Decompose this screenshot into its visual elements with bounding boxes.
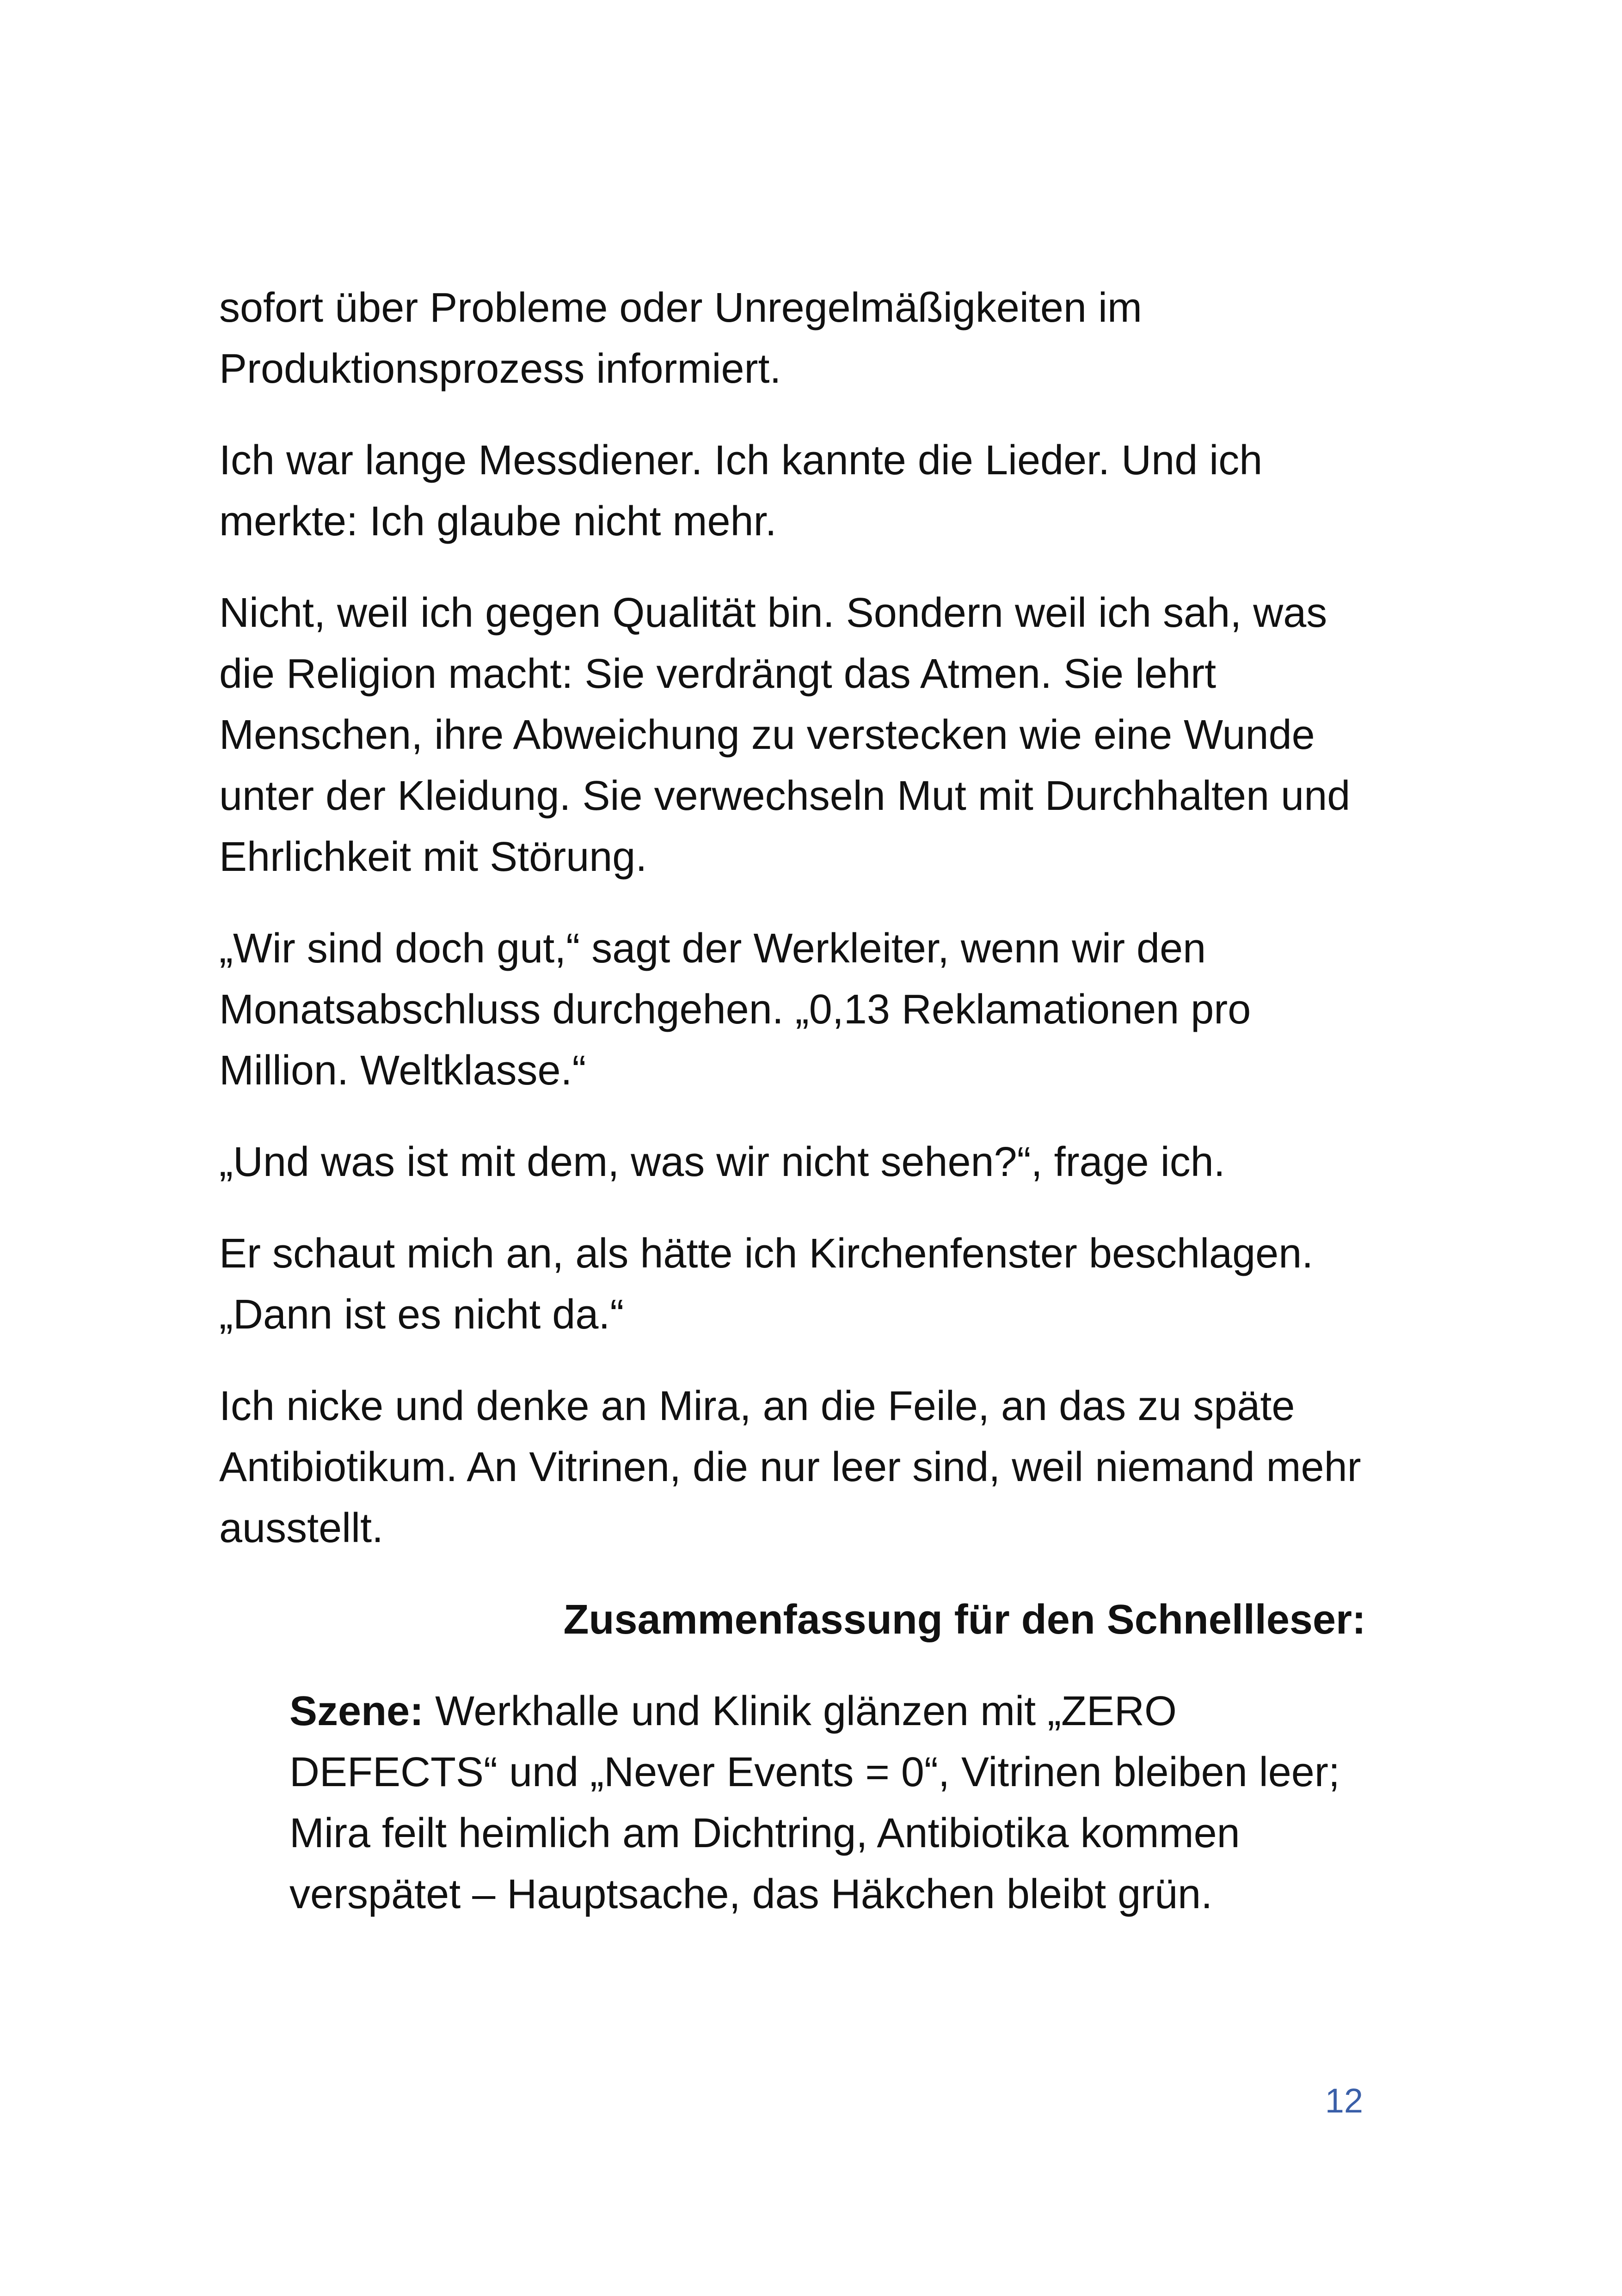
paragraph: „Und was ist mit dem, was wir nicht sehen?“, frage ich.: [219, 1139, 1225, 1185]
paragraph: Ich nicke und denke an Mira, an die Feile, an das zu späte Antibiotikum. An Vitrinen, die nur leer sind, weil niemand mehr ausstellt.: [219, 1383, 1361, 1551]
paragraph: sofort über Probleme oder Unregelmäßigkeiten im Produktionsprozess informiert.: [219, 285, 1142, 392]
paragraph: Nicht, weil ich gegen Qualität bin. Sondern weil ich sah, was die Religion macht: Sie verdrängt das Atmen. Sie lehrt Menschen, ihre Abweichung zu verstecken wie eine Wunde unter der Kleidung. Sie verwechseln Mut mit Durchhalten und Ehrlichkeit mit Störung.: [219, 590, 1351, 880]
paragraph: Ich war lange Messdiener. Ich kannte die Lieder. Und ich merkte: Ich glaube nicht mehr.: [219, 437, 1263, 545]
summary-label: Szene:: [289, 1688, 424, 1734]
page-number: 12: [1325, 2082, 1363, 2120]
page-body: [219, 277, 1366, 1925]
paragraph: Er schaut mich an, als hätte ich Kirchenfenster beschlagen. „Dann ist es nicht da.“: [219, 1231, 1314, 1338]
summary-block: [289, 1681, 1366, 1925]
paragraph: „Wir sind doch gut,“ sagt der Werkleiter, wenn wir den Monatsabschluss durchgehen. „0,13 Reklamationen pro Million. Weltklasse.“: [219, 925, 1251, 1094]
summary-heading: Zusammenfassung für den Schnellleser:: [563, 1597, 1366, 1643]
summary-text: Werkhalle und Klinik glänzen mit „ZERO DEFECTS“ und „Never Events = 0“, Vitrinen bleiben leer; Mira feilt heimlich am Dichtring, Antibiotika kommen verspätet – Hauptsache, das Häkchen bleibt grün.: [289, 1688, 1340, 1917]
